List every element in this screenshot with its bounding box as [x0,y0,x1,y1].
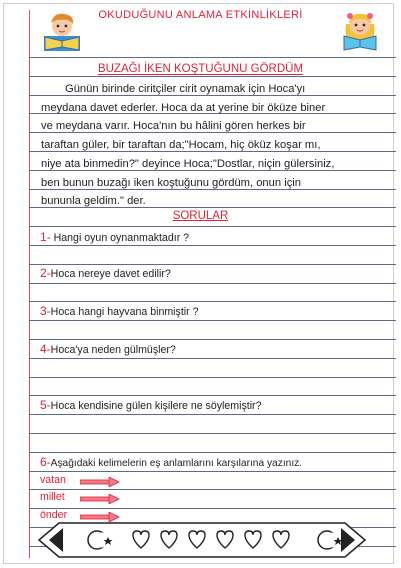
story-line: ve meydana varır. Hoca'nın bu hâlini gören herkes bir [41,120,306,133]
story-title: BUZAĞI İKEN KOŞTUĞUNU GÖRDÜM [97,63,304,75]
question-6: 6-Aşağıdaki kelimelerin eş anlamlarını karşılarına yazınız. [40,455,303,469]
ruled-line [30,245,396,246]
story-line: ben bunun buzağı iken koştuğunu gördüm, onun için [41,176,301,189]
story-line: bununla geldim." der. [41,195,146,208]
ruled-line [30,301,396,302]
arrow-icon [80,477,120,487]
story-paragraph [41,80,391,211]
story-line: niye ata binmedin?" deyince Hoca;"Dostlar, niçin gülersiniz, [41,157,335,170]
question-5: 5-Hoca kendisine gülen kişilere ne söylemiştir? [40,398,262,412]
ruled-line [30,452,396,453]
story-line: taraftan güler, bir taraftan da;"Hocam, hiç öküz koşar mı, [41,139,321,152]
worksheet-title: OKUDUĞUNU ANLAMA ETKİNLİKLERİ [98,9,303,21]
boy-reading-icon [40,12,84,52]
story-line: Günün birinde ciritçiler cirit oynamak için Hoca'yı [65,83,306,95]
questions-heading: SORULAR [172,210,229,222]
ruled-line [30,226,396,227]
ruled-line [30,339,396,340]
ruled-line [30,471,396,472]
question-3: 3-Hoca hangi hayvana binmiştir ? [40,304,199,318]
ruled-line [30,395,396,396]
margin-line [29,10,30,558]
ruled-line [30,283,396,284]
word-onder: önder [40,509,68,521]
word-vatan: vatan [40,474,66,486]
ruled-line [30,433,396,434]
ruled-line [30,358,396,359]
girl-reading-icon [338,10,382,52]
question-4: 4-Hoca'ya neden gülmüşler? [40,342,176,356]
question-2: 2-Hoca nereye davet edilir? [40,266,171,280]
arrow-icon [80,494,120,504]
story-line: meydana davet ederler. Hoca da at yerine bir öküze biner [41,101,326,114]
ruled-line [30,508,396,509]
ruled-line [30,377,396,378]
word-millet: millet [40,491,65,503]
ruled-line [30,320,396,321]
ruled-line [30,489,396,490]
ruled-line [30,76,396,77]
decorative-banner [37,521,367,559]
ruled-line [30,57,396,58]
ruled-line [30,264,396,265]
ruled-line [30,414,396,415]
question-1: 1- Hangi oyun oynanmaktadır ? [40,230,190,244]
